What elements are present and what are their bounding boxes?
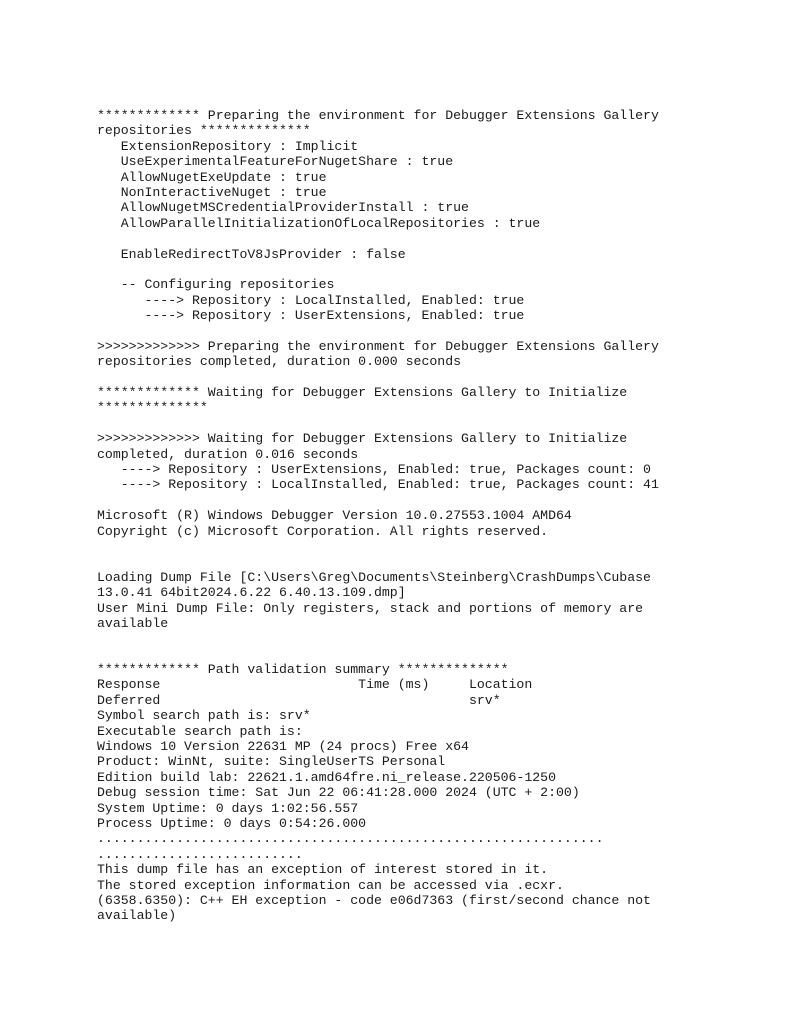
log-line: Microsoft (R) Windows Debugger Version 10.0.27553.1004 AMD64 <box>97 508 572 524</box>
log-line: ----> Repository : UserExtensions, Enabled: true <box>97 308 525 324</box>
log-line: ----> Repository : LocalInstalled, Enabled: true <box>97 292 525 308</box>
log-line: The stored exception information can be accessed via .ecxr. <box>97 877 564 893</box>
log-line: .......................... <box>97 846 303 862</box>
log-line: NonInteractiveNuget : true <box>97 184 327 200</box>
log-line: 13.0.41 64bit2024.6.22 6.40.13.109.dmp] <box>97 585 406 601</box>
log-line: Debug session time: Sat Jun 22 06:41:28.000 2024 (UTC + 2:00) <box>97 785 580 801</box>
log-line: Symbol search path is: srv* <box>97 708 311 724</box>
log-line: Response Time (ms) Location <box>97 677 533 693</box>
log-line: available <box>97 615 169 631</box>
blank-line <box>97 631 697 646</box>
log-line: (6358.6350): C++ EH exception - code e06d7363 (first/second chance not <box>97 892 651 908</box>
log-line: AllowNugetMSCredentialProviderInstall : true <box>97 200 469 216</box>
blank-line <box>97 262 697 277</box>
log-line: ----> Repository : UserExtensions, Enabled: true, Packages count: 0 <box>97 461 651 477</box>
log-line: Edition build lab: 22621.1.amd64fre.ni_release.220506-1250 <box>97 769 556 785</box>
log-line: System Uptime: 0 days 1:02:56.557 <box>97 800 359 816</box>
blank-line <box>97 539 697 554</box>
log-line: This dump file has an exception of interest stored in it. <box>97 862 549 878</box>
log-line: >>>>>>>>>>>>> Preparing the environment for Debugger Extensions Gallery <box>97 338 659 354</box>
log-line: Loading Dump File [C:\Users\Greg\Documents\Steinberg\CrashDumps\Cubase <box>97 569 651 585</box>
log-line: EnableRedirectToV8JsProvider : false <box>97 246 406 262</box>
log-line: Windows 10 Version 22631 MP (24 procs) Free x64 <box>97 739 469 755</box>
log-line: Product: WinNt, suite: SingleUserTS Personal <box>97 754 446 770</box>
log-line: repositories completed, duration 0.000 seconds <box>97 354 462 370</box>
log-line: repositories ************** <box>97 123 311 139</box>
log-line: ----> Repository : LocalInstalled, Enabled: true, Packages count: 41 <box>97 477 659 493</box>
log-line: >>>>>>>>>>>>> Waiting for Debugger Extensions Gallery to Initialize <box>97 431 628 447</box>
log-line: ************* Preparing the environment for Debugger Extensions Gallery <box>97 108 659 123</box>
log-line: Deferred srv* <box>97 692 501 708</box>
log-line: UseExperimentalFeatureForNugetShare : true <box>97 154 454 170</box>
log-line: -- Configuring repositories <box>97 277 335 293</box>
blank-line <box>97 231 697 246</box>
blank-line <box>97 554 697 569</box>
log-line: ************** <box>97 400 208 416</box>
blank-line <box>97 493 697 508</box>
log-line: ************* Waiting for Debugger Extensions Gallery to Initialize <box>97 385 628 401</box>
blank-line <box>97 647 697 662</box>
blank-line <box>97 416 697 431</box>
blank-line <box>97 323 697 338</box>
log-line: AllowParallelInitializationOfLocalRepositories : true <box>97 215 541 231</box>
log-line: ************* Path validation summary ************** <box>97 662 509 678</box>
log-line: Executable search path is: <box>97 723 303 739</box>
log-line: AllowNugetExeUpdate : true <box>97 169 327 185</box>
blank-line <box>97 370 697 385</box>
log-line: available) <box>97 908 177 924</box>
debugger-log-text <box>97 108 697 924</box>
log-line: completed, duration 0.016 seconds <box>97 446 359 462</box>
log-line: ExtensionRepository : Implicit <box>97 138 359 154</box>
log-line: Process Uptime: 0 days 0:54:26.000 <box>97 815 367 831</box>
log-line: Copyright (c) Microsoft Corporation. All rights reserved. <box>97 523 549 539</box>
log-line: ................................................................ <box>97 831 604 847</box>
log-line: User Mini Dump File: Only registers, stack and portions of memory are <box>97 600 644 616</box>
